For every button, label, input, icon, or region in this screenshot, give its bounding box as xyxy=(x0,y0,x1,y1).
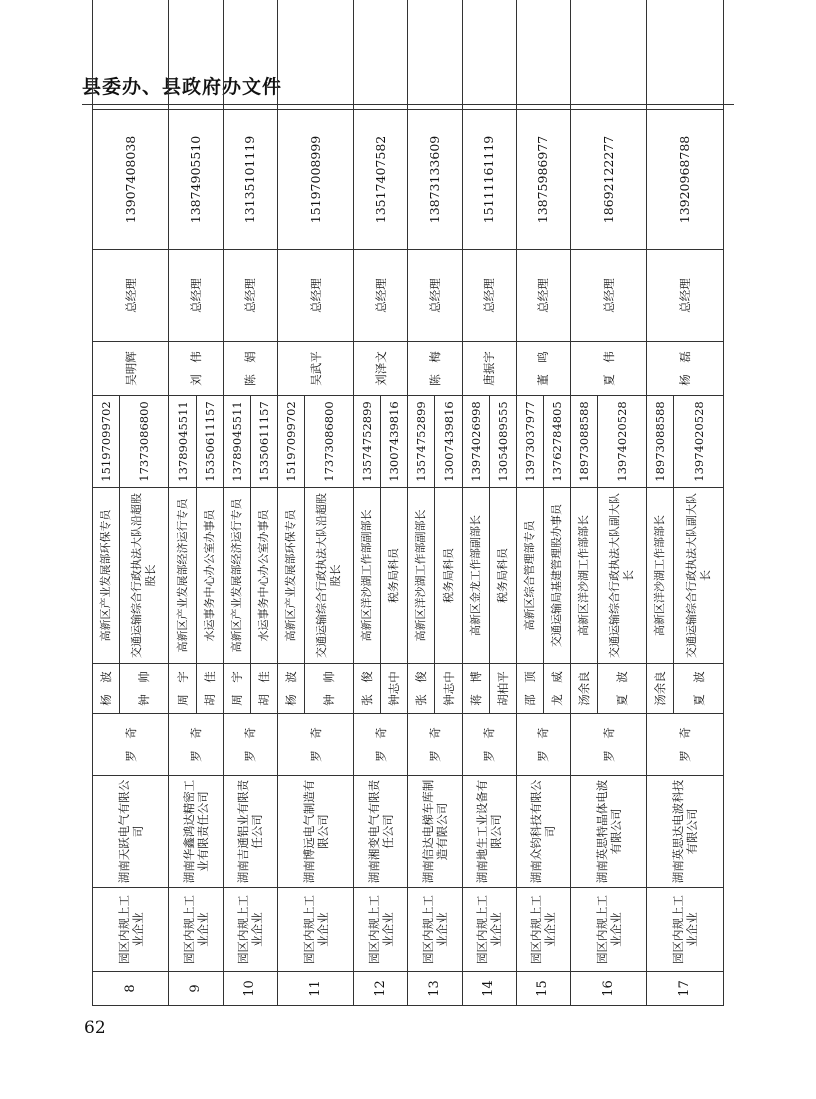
table-row xyxy=(462,0,489,1006)
position-cell: 总经理 xyxy=(223,250,277,342)
position-cell: 总经理 xyxy=(570,250,646,342)
category-cell: 园区内规上工业企业 xyxy=(169,888,223,972)
leader-cell: 罗 奇 xyxy=(93,714,169,776)
contact-cell: 唐振宇 xyxy=(462,342,516,396)
contact-cell: 吴武平 xyxy=(277,342,353,396)
liaison-name-cell: 周 宇 xyxy=(223,664,250,714)
company-cell: 湖南华鑫鸿达精密工业有限责任公司 xyxy=(169,776,223,888)
seq-cell: 9 xyxy=(169,972,223,1006)
contact-cell: 刘 伟 xyxy=(169,342,223,396)
seq-cell: 14 xyxy=(462,972,516,1006)
remark-cell xyxy=(354,0,408,110)
table-row xyxy=(169,0,196,1006)
liaison-title-cell: 水运事务中心办公室办事员 xyxy=(196,488,223,664)
contact-cell: 陈 梅 xyxy=(408,342,462,396)
page-number: 62 xyxy=(84,1018,106,1038)
liaison-title-cell: 税务局科员 xyxy=(489,488,516,664)
liaison-name-cell: 胡 佳 xyxy=(196,664,223,714)
contact-phone-cell: 13875986977 xyxy=(516,110,570,250)
contact-phone-cell: 13135101119 xyxy=(223,110,277,250)
page-header-title: 县委办、县政府办文件 xyxy=(82,76,283,98)
liaison-title-cell: 交通运输局基建管理股办事员 xyxy=(543,488,570,664)
company-cell: 湖南吉通铝业有限责任公司 xyxy=(223,776,277,888)
liaison-phone-cell: 13789045511 xyxy=(169,396,196,488)
contact-phone-cell: 13874905510 xyxy=(169,110,223,250)
contact-phone-cell: 13920968788 xyxy=(647,110,724,250)
liaison-title-cell: 水运事务中心办公室办事员 xyxy=(250,488,277,664)
liaison-title-cell: 高新区产业发展部环保专员 xyxy=(277,488,304,664)
remark-cell xyxy=(516,0,570,110)
liaison-phone-cell: 13973037977 xyxy=(516,396,543,488)
table-row xyxy=(354,0,381,1006)
liaison-name-cell: 张 俊 xyxy=(408,664,435,714)
leader-cell: 罗 奇 xyxy=(408,714,462,776)
liaison-title-cell: 高新区综合管理部专员 xyxy=(516,488,543,664)
leader-cell: 罗 奇 xyxy=(570,714,646,776)
liaison-title-cell: 高新区洋沙湖工作部部长 xyxy=(570,488,597,664)
liaison-name-cell: 龙 威 xyxy=(543,664,570,714)
position-cell: 总经理 xyxy=(354,250,408,342)
position-cell: 总经理 xyxy=(516,250,570,342)
liaison-phone-cell: 15197099702 xyxy=(277,396,304,488)
leader-cell: 罗 奇 xyxy=(462,714,516,776)
contact-phone-cell: 18692122277 xyxy=(570,110,646,250)
company-cell: 湖南地生工业设备有限公司 xyxy=(462,776,516,888)
liaison-phone-cell: 13574752899 xyxy=(354,396,381,488)
table-row xyxy=(570,0,597,1006)
company-cell: 湖南众钧科技有限公司 xyxy=(516,776,570,888)
contact-phone-cell: 13907408038 xyxy=(93,110,169,250)
liaison-name-cell: 夏 波 xyxy=(597,664,646,714)
category-cell: 园区内规上工业企业 xyxy=(408,888,462,972)
contact-phone-cell: 13517407582 xyxy=(354,110,408,250)
leader-cell: 罗 奇 xyxy=(223,714,277,776)
liaison-phone-cell: 13974020528 xyxy=(597,396,646,488)
leader-cell: 罗 奇 xyxy=(354,714,408,776)
liaison-name-cell: 夏 波 xyxy=(674,664,724,714)
liaison-phone-cell: 15350611157 xyxy=(196,396,223,488)
table-body xyxy=(93,0,724,1006)
liaison-name-cell: 周 宇 xyxy=(169,664,196,714)
category-cell: 园区内规上工业企业 xyxy=(277,888,353,972)
liaison-name-cell: 钟志中 xyxy=(435,664,462,714)
company-cell: 湖南博远电气制造有限公司 xyxy=(277,776,353,888)
leader-cell: 罗 奇 xyxy=(516,714,570,776)
liaison-title-cell: 高新区金龙工作部副部长 xyxy=(462,488,489,664)
contact-cell: 夏 伟 xyxy=(570,342,646,396)
table-row xyxy=(277,0,304,1006)
category-cell: 园区内规上工业企业 xyxy=(354,888,408,972)
contact-phone-cell: 13873133609 xyxy=(408,110,462,250)
liaison-name-cell: 杨 波 xyxy=(93,664,120,714)
category-cell: 园区内规上工业企业 xyxy=(462,888,516,972)
position-cell: 总经理 xyxy=(277,250,353,342)
liaison-title-cell: 交通运输综合行政执法大队沿超股股长 xyxy=(304,488,353,664)
liaison-title-cell: 税务局科员 xyxy=(435,488,462,664)
company-cell: 湖南英思特晶体电波有限公司 xyxy=(570,776,646,888)
position-cell: 总经理 xyxy=(93,250,169,342)
enterprise-contact-table xyxy=(92,0,724,1006)
liaison-phone-cell: 18973088588 xyxy=(647,396,674,488)
liaison-name-cell: 胡柏平 xyxy=(489,664,516,714)
seq-cell: 8 xyxy=(93,972,169,1006)
liaison-phone-cell: 13974026998 xyxy=(462,396,489,488)
liaison-phone-cell: 17373086800 xyxy=(120,396,169,488)
seq-cell: 13 xyxy=(408,972,462,1006)
liaison-name-cell: 张 俊 xyxy=(354,664,381,714)
company-cell: 湖南英思达电波科技有限公司 xyxy=(647,776,724,888)
rotated-table-container xyxy=(92,126,724,1006)
table-row xyxy=(223,0,250,1006)
liaison-phone-cell: 13054089555 xyxy=(489,396,516,488)
remark-cell xyxy=(93,0,169,110)
remark-cell xyxy=(223,0,277,110)
contact-phone-cell: 15197008999 xyxy=(277,110,353,250)
remark-cell xyxy=(408,0,462,110)
remark-cell xyxy=(570,0,646,110)
liaison-name-cell: 钟 帅 xyxy=(120,664,169,714)
contact-cell: 吴明辉 xyxy=(93,342,169,396)
liaison-phone-cell: 13007439816 xyxy=(381,396,408,488)
position-cell: 总经理 xyxy=(647,250,724,342)
remark-cell xyxy=(169,0,223,110)
table-row xyxy=(93,0,120,1006)
liaison-name-cell: 胡 佳 xyxy=(250,664,277,714)
table-row xyxy=(408,0,435,1006)
liaison-phone-cell: 13762784805 xyxy=(543,396,570,488)
table-row xyxy=(516,0,543,1006)
liaison-title-cell: 交通运输综合行政执法大队副大队长 xyxy=(674,488,724,664)
remark-cell xyxy=(462,0,516,110)
liaison-phone-cell: 13007439816 xyxy=(435,396,462,488)
liaison-title-cell: 高新区产业发展部经济运行专员 xyxy=(169,488,196,664)
position-cell: 总经理 xyxy=(408,250,462,342)
liaison-name-cell: 钟 帅 xyxy=(304,664,353,714)
company-cell: 湖南天跃电气有限公司 xyxy=(93,776,169,888)
position-cell: 总经理 xyxy=(169,250,223,342)
liaison-phone-cell: 13789045511 xyxy=(223,396,250,488)
contact-phone-cell: 15111161119 xyxy=(462,110,516,250)
seq-cell: 15 xyxy=(516,972,570,1006)
liaison-phone-cell: 18973088588 xyxy=(570,396,597,488)
category-cell: 园区内规上工业企业 xyxy=(516,888,570,972)
seq-cell: 17 xyxy=(647,972,724,1006)
liaison-name-cell: 汤余良 xyxy=(570,664,597,714)
category-cell: 园区内规上工业企业 xyxy=(570,888,646,972)
liaison-title-cell: 高新区洋沙湖工作部副部长 xyxy=(408,488,435,664)
liaison-name-cell: 汤余良 xyxy=(647,664,674,714)
seq-cell: 12 xyxy=(354,972,408,1006)
liaison-title-cell: 交通运输综合行政执法大队沿超股股长 xyxy=(120,488,169,664)
company-cell: 湖南信达电梯车库制造有限公司 xyxy=(408,776,462,888)
liaison-phone-cell: 17373086800 xyxy=(304,396,353,488)
liaison-name-cell: 杨 波 xyxy=(277,664,304,714)
liaison-title-cell: 高新区洋沙湖工作部部长 xyxy=(647,488,674,664)
contact-cell: 陈 娟 xyxy=(223,342,277,396)
liaison-name-cell: 钟志中 xyxy=(381,664,408,714)
seq-cell: 16 xyxy=(570,972,646,1006)
contact-cell: 董 鸣 xyxy=(516,342,570,396)
position-cell: 总经理 xyxy=(462,250,516,342)
liaison-name-cell: 邵 顶 xyxy=(516,664,543,714)
liaison-title-cell: 高新区产业发展部环保专员 xyxy=(93,488,120,664)
leader-cell: 罗 奇 xyxy=(277,714,353,776)
liaison-title-cell: 税务局科员 xyxy=(381,488,408,664)
seq-cell: 11 xyxy=(277,972,353,1006)
liaison-phone-cell: 13574752899 xyxy=(408,396,435,488)
contact-cell: 杨 磊 xyxy=(647,342,724,396)
liaison-phone-cell: 13974020528 xyxy=(674,396,724,488)
company-cell: 湖南湘变电气有限责任公司 xyxy=(354,776,408,888)
category-cell: 园区内规上工业企业 xyxy=(223,888,277,972)
contact-cell: 刘泽文 xyxy=(354,342,408,396)
liaison-title-cell: 高新区产业发展部经济运行专员 xyxy=(223,488,250,664)
liaison-name-cell: 蒋 博 xyxy=(462,664,489,714)
table-row xyxy=(647,0,674,1006)
remark-cell xyxy=(647,0,724,110)
liaison-title-cell: 交通运输综合行政执法大队副大队长 xyxy=(597,488,646,664)
liaison-phone-cell: 15197099702 xyxy=(93,396,120,488)
leader-cell: 罗 奇 xyxy=(169,714,223,776)
category-cell: 园区内规上工业企业 xyxy=(647,888,724,972)
remark-cell xyxy=(277,0,353,110)
category-cell: 园区内规上工业企业 xyxy=(93,888,169,972)
liaison-phone-cell: 15350611157 xyxy=(250,396,277,488)
liaison-title-cell: 高新区洋沙湖工作部副部长 xyxy=(354,488,381,664)
leader-cell: 罗 奇 xyxy=(647,714,724,776)
seq-cell: 10 xyxy=(223,972,277,1006)
